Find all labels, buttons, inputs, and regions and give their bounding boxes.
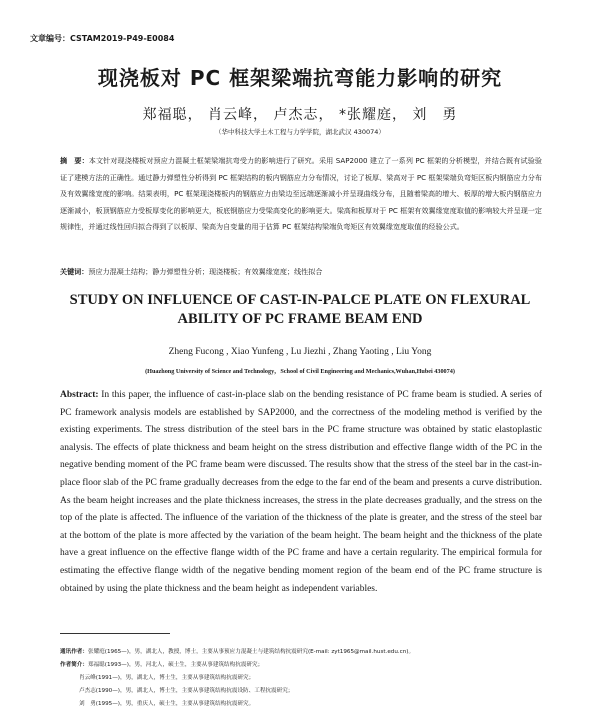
chinese-keywords-text: 预应力混凝土结构；静力弹塑性分析；现浇楼板；有效翼缘宽度；线性拟合 — [88, 267, 323, 276]
article-number: 文章编号：CSTAM2019-P49-E0084 — [30, 34, 175, 43]
corresponding-author-text: 张耀庭(1965—)，男，湖北人，教授，博士，主要从事预应力混凝土与建筑结构抗震研究(E-mail: zyt1965@mail.hust.edu.cn)。 — [87, 649, 415, 655]
corresponding-author-label: 通讯作者： — [60, 649, 88, 655]
footnote-row — [60, 672, 560, 685]
footnote-row — [60, 659, 560, 672]
author-bio-text: 郑福聪(1993—)，男，河北人，硕士生，主要从事建筑结构抗震研究； — [87, 662, 264, 668]
english-authors: Zheng Fucong , Xiao Yunfeng , Lu Jiezhi , Zhang Yaoting , Liu Yong — [168, 347, 432, 357]
english-abstract-text: In this paper, the influence of cast-in-place slab on the bending resistance of PC frame beam is studied. A series of PC framework analysis models are established by SAP2000, and the correctness of the modeling method is verified by the existing experiments. The stress distribution of the steel bars in the PC frame structure was obtained by static elastoplastic analysis. The effects of plate thickness and beam height on the stress distribution and effective flange width of the PC in the negative bending moment of the PC frame beam were discussed. The results show that the stress of the steel bar in the cast-in-place floor slab of the PC frame gradually decreases from the edge to the far end of the beam and presents a curve distribution. As the beam height increases and the plate thickness increases, the stress in the plate decreases gradually, and the stress on the top of the plate is affected. The influence of the variation of the thickness of the plate is greater, and the stress of the steel bar at the bottom of the plate is more affected by the variation of the beam height. The beam height and the thickness of the plate have a great influence on the effective flange width of the PC frame and have a certain regularity. The empirical formula for estimating the effective flange width of the negative bending moment region of the beam end of the PC frame structure is obtained by using the plate thickness and the beam height as independent variables. — [60, 390, 542, 594]
author-bio-label: 作者简介： — [60, 662, 88, 668]
author-bio-text: 肖云峰(1991—)，男，湖北人，博士生，主要从事建筑结构抗震研究； — [79, 675, 255, 681]
english-affiliation: (Huazhong University of Science and Technology，School of Civil Engineering and Mechanics,Wuhan,Hubei 430074) — [145, 368, 455, 375]
chinese-abstract — [60, 153, 542, 236]
author-bio-text: 刘 勇(1995—)，男，重庆人，硕士生，主要从事建筑结构抗震研究。 — [79, 701, 255, 707]
chinese-keywords-label: 关键词： — [60, 267, 89, 276]
chinese-authors: 郑福聪， 肖云峰， 卢杰志， *张耀庭， 刘 勇 — [142, 107, 458, 123]
chinese-keywords — [60, 266, 542, 278]
english-abstract-label: Abstract: — [60, 390, 99, 400]
chinese-affiliation: （华中科技大学土木工程与力学学院，湖北武汉 430074） — [215, 128, 385, 136]
author-bio-text: 卢杰志(1990—)，男，湖北人，博士生，主要从事建筑结构抗震设防、工程抗震研究； — [79, 688, 294, 694]
english-abstract — [60, 387, 542, 598]
author-footnotes — [60, 646, 560, 711]
footnote-divider — [60, 633, 170, 634]
english-title-line-2: ABILITY OF PC FRAME BEAM END — [177, 311, 423, 327]
chinese-abstract-text: 本文针对现浇楼板对预应力混凝土框架梁端抗弯受力的影响进行了研究。采用 SAP2000 建立了一系列 PC 框架的分析模型，并结合既有试验验证了建模方法的正确性。通过静力弹塑性分析得到 PC 框架结构的板内钢筋应力分布情况，讨论了板厚、梁高对于 PC 框架梁端负弯矩区板内钢筋应力分布及有效翼缘宽度的影响。结果表明，PC 框架现浇楼板内的钢筋应力由梁边至远端逐渐减小并呈现曲线分布，且随着梁高的增大、板厚的增大板内钢筋应力逐渐减小，板顶钢筋应力受板厚变化的影响更大，板底钢筋应力受梁高变化的影响更大。梁高和板厚对于 PC 框架有效翼缘宽度取值的影响较大并呈现一定规律性，并通过线性回归拟合得到了以板厚、梁高为自变量的用于估算 PC 框架结构梁端负弯矩区有效翼缘宽度取值的经验公式。 — [60, 156, 542, 231]
footnote-row — [60, 698, 560, 711]
english-title — [40, 291, 560, 329]
footnote-row — [60, 685, 560, 698]
english-title-line-1: STUDY ON INFLUENCE OF CAST-IN-PALCE PLATE ON FLEXURAL — [69, 292, 531, 308]
footnote-row — [60, 646, 560, 659]
chinese-abstract-label: 摘 要： — [60, 156, 89, 165]
chinese-title: 现浇板对 PC 框架梁端抗弯能力影响的研究 — [97, 66, 503, 90]
